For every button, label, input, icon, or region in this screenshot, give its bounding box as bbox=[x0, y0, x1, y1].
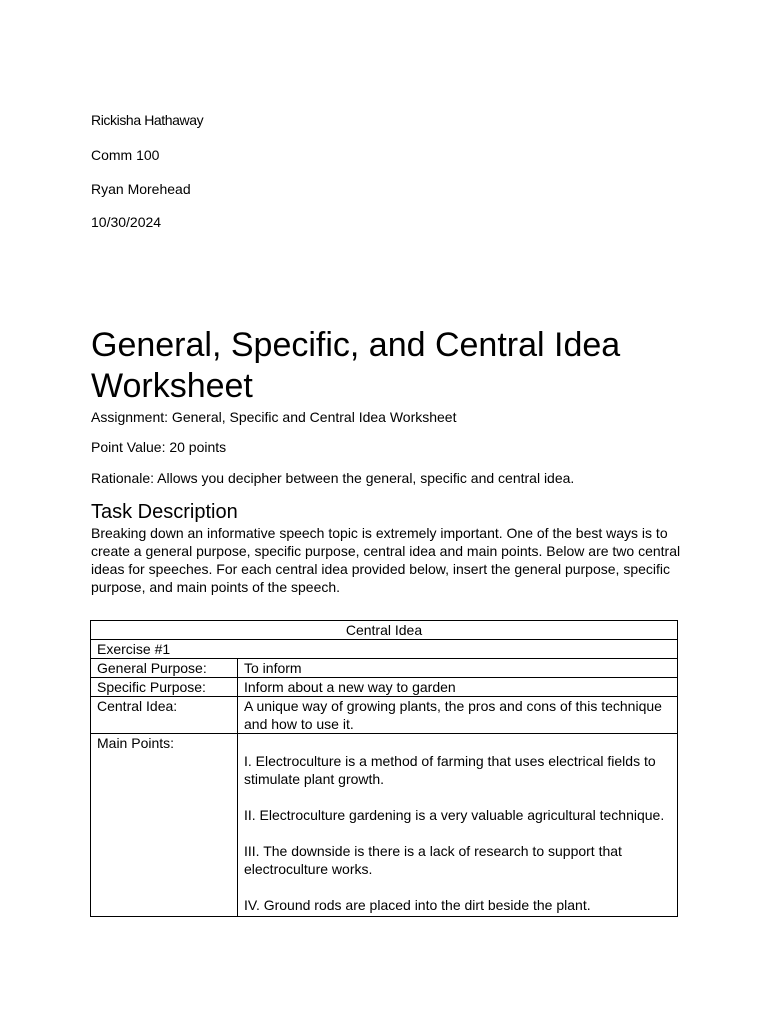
task-description: Breaking down an informative speech topic is extremely important. One of the best ways is to create a general purpose, specific purpose, central idea and main points. Below are two central ideas for speeches. For each central idea provided below, insert the general purpose, specific purpose, and main points of the speech. bbox=[91, 525, 681, 595]
rationale-line: Rationale: Allows you decipher between the general, specific and central idea. bbox=[91, 470, 575, 486]
instructor-name: Ryan Morehead bbox=[91, 181, 191, 197]
document-date: 10/30/2024 bbox=[91, 214, 162, 230]
document-title: General, Specific, and Central Idea Worksheet bbox=[91, 326, 621, 405]
table-row bbox=[91, 678, 678, 697]
central-idea-label: Central Idea: bbox=[91, 697, 238, 734]
central-idea-table bbox=[90, 620, 678, 917]
assignment-line: Assignment: General, Specific and Central Idea Worksheet bbox=[91, 409, 457, 425]
main-point-3: III. The downside is there is a lack of research to support that electroculture works. bbox=[244, 843, 622, 877]
table-row bbox=[91, 659, 678, 678]
exercise-row bbox=[91, 640, 678, 659]
point-value-line: Point Value: 20 points bbox=[91, 439, 227, 455]
main-point-1: I. Electroculture is a method of farming that uses electrical fields to stimulate plant growth. bbox=[244, 753, 656, 787]
general-purpose-value: To inform bbox=[238, 659, 678, 678]
table-caption-row bbox=[91, 621, 678, 640]
table-row bbox=[91, 697, 678, 734]
general-purpose-label: General Purpose: bbox=[91, 659, 238, 678]
specific-purpose-label: Specific Purpose: bbox=[91, 678, 238, 697]
main-points-label: Main Points: bbox=[91, 734, 238, 917]
main-points-cell bbox=[238, 734, 678, 917]
course-name: Comm 100 bbox=[91, 147, 160, 163]
student-name: Rickisha Hathaway bbox=[91, 112, 204, 128]
task-heading: Task Description bbox=[91, 501, 238, 523]
main-point-2: II. Electroculture gardening is a very valuable agricultural technique. bbox=[244, 807, 665, 823]
specific-purpose-value: Inform about a new way to garden bbox=[238, 678, 678, 697]
exercise-label: Exercise #1 bbox=[91, 640, 678, 659]
main-point-4: IV. Ground rods are placed into the dirt beside the plant. bbox=[244, 897, 591, 913]
table-caption: Central Idea bbox=[91, 621, 678, 640]
central-idea-value: A unique way of growing plants, the pros and cons of this technique and how to use it. bbox=[238, 697, 678, 734]
main-points-row bbox=[91, 734, 678, 917]
